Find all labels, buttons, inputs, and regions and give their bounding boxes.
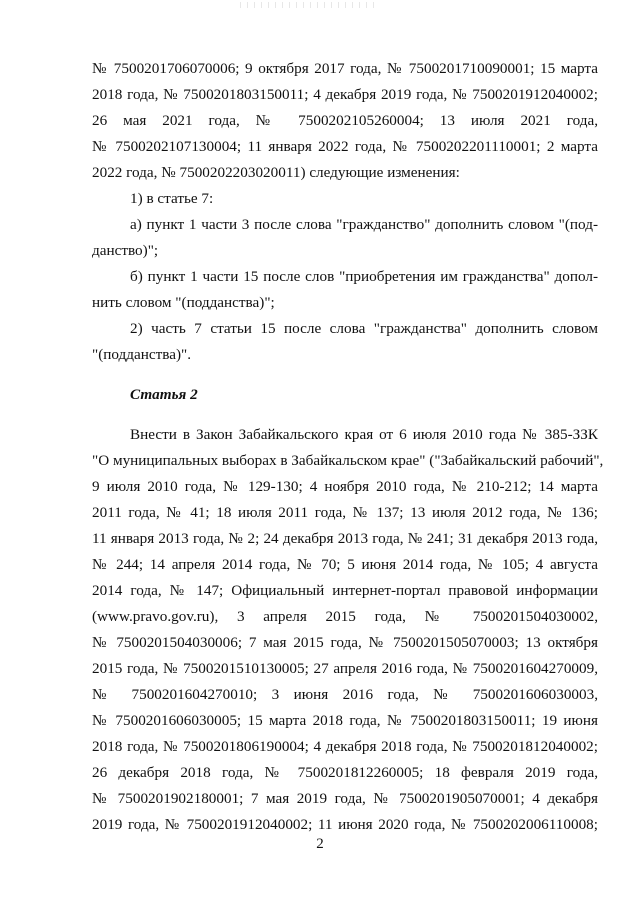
text-line: № 7500201902180001; 7 мая 2019 года, № 7500201905070001; 4 декабря <box>92 790 598 807</box>
text-line: 1) в статье 7: <box>130 190 214 207</box>
text-line: "О муниципальных выборах в Забайкальском крае" ("Забайкальский рабочий", <box>92 452 604 469</box>
text-line: 11 января 2013 года, № 2; 24 декабря 2013 года, № 241; 31 декабря 2013 года, <box>92 530 598 547</box>
text-line: № 7500202107130004; 11 января 2022 года, № 7500202201110001; 2 марта <box>92 138 598 155</box>
text-line: 2015 года, № 7500201510130005; 27 апреля 2016 года, № 7500201604270009, <box>92 660 598 677</box>
text-line: нить словом "(подданства)"; <box>92 294 275 311</box>
text-line: 9 июля 2010 года, № 129-130; 4 ноября 2010 года, № 210-212; 14 марта <box>92 478 598 495</box>
scan-artifact <box>240 2 380 8</box>
text-line: 2018 года, № 7500201803150011; 4 декабря 2019 года, № 7500201912040002; <box>92 86 598 103</box>
spacer <box>92 408 598 422</box>
text-line: Внести в Закон Забайкальского края от 6 июля 2010 года № 385-ЗЗК <box>130 426 598 443</box>
article-heading: Статья 2 <box>130 386 198 403</box>
text-line: 2014 года, № 147; Официальный интернет-портал правовой информации <box>92 582 598 599</box>
text-line: "(подданства)". <box>92 346 192 363</box>
text-line: 26 декабря 2018 года, № 7500201812260005; 18 февраля 2019 года, <box>92 764 598 781</box>
text-line: (www.pravo.gov.ru), 3 апреля 2015 года, № 7500201504030002, <box>92 608 598 625</box>
text-line: 2018 года, № 7500201806190004; 4 декабря 2018 года, № 7500201812040002; <box>92 738 598 755</box>
text-line: данство)"; <box>92 242 159 259</box>
text-line: 2019 года, № 7500201912040002; 11 июня 2020 года, № 7500202006110008; <box>92 816 598 833</box>
text-line: № 244; 14 апреля 2014 года, № 70; 5 июня 2014 года, № 105; 4 августа <box>92 556 598 573</box>
text-line: б) пункт 1 части 15 после слов "приобретения им гражданства" допол- <box>130 268 598 285</box>
text-line: 2011 года, № 41; 18 июля 2011 года, № 137; 13 июля 2012 года, № 136; <box>92 504 598 521</box>
document-body <box>92 56 604 838</box>
text-line: № 7500201606030005; 15 марта 2018 года, № 7500201803150011; 19 июня <box>92 712 598 729</box>
spacer <box>92 368 598 382</box>
text-line: № 7500201706070006; 9 октября 2017 года, № 7500201710090001; 15 марта <box>92 60 598 77</box>
text-line: № 7500201604270010; 3 июня 2016 года, № 7500201606030003, <box>92 686 598 703</box>
page-number: 2 <box>316 836 324 852</box>
text-line: 2) часть 7 статьи 15 после слова "гражданства" дополнить словом <box>130 320 598 337</box>
text-line: а) пункт 1 части 3 после слова "гражданство" дополнить словом "(под- <box>130 216 598 233</box>
text-line: 26 мая 2021 года, № 7500202105260004; 13 июля 2021 года, <box>92 112 598 129</box>
text-line: 2022 года, № 7500202203020011) следующие изменения: <box>92 164 460 181</box>
text-line: № 7500201504030006; 7 мая 2015 года, № 7500201505070003; 13 октября <box>92 634 598 651</box>
